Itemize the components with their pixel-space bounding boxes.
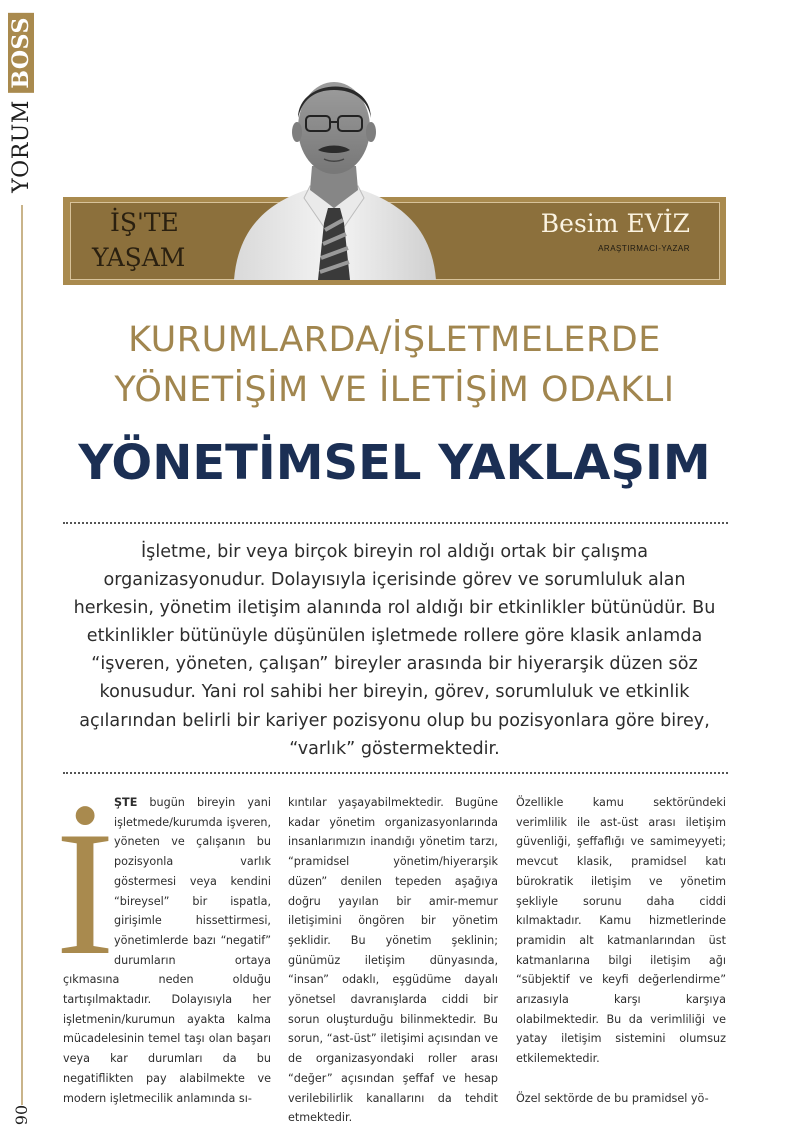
brand-label: BOSS bbox=[8, 13, 34, 92]
body-column-1 bbox=[55, 793, 271, 1108]
main-title: YÖNETİMSEL YAKLAŞIM bbox=[78, 435, 711, 491]
column-name-line2: YAŞAM bbox=[92, 243, 186, 272]
page-number bbox=[9, 1095, 33, 1135]
left-strip bbox=[0, 0, 42, 1140]
body-column-3 bbox=[516, 793, 726, 1109]
author-portrait bbox=[228, 58, 440, 280]
column-name-line1: İŞ'TE bbox=[110, 208, 179, 237]
author-role: ARAŞTIRMACI-YAZAR bbox=[598, 244, 690, 253]
lead-paragraph: İşletme, bir veya birçok bireyin rol aldığı ortak bir çalışma organizasyonudur. Dolayısıyla içerisinde görev ve sorumluluk alan herkesin, yönetim iletişim alanında rol aldığı bir etkinlikler bütünüdür. Bu etkinlikler bütünüyle düşünülen işletmede rollere göre klasik anlamda “işveren, yöneten, çalışan” bireyler arasında bir hiyerarşik düzen söz konusudur. Yani rol sahibi her bireyin, görev, sorumluluk ve etkinlik açılarından belirli bir kariyer pozisyonu olup bu pozisyonlara göre birey, “varlık” göstermektedir. bbox=[73, 542, 716, 759]
section-tab-label: YORUM bbox=[9, 100, 34, 193]
drop-cap bbox=[55, 793, 115, 992]
author-name: Besim EVİZ bbox=[540, 209, 690, 238]
dotted-divider-top bbox=[63, 522, 728, 524]
drop-cap-letter: İ bbox=[55, 794, 115, 992]
body-column-1-text: bugün bireyin yani işletmede/kurumda işveren, yöneten ve çalışanın bu pozisyonla varlık göstermesi veya kendini “bireysel” bir ispatla, girişimle hissettirmesi, yönetimlerde bazı “negatif” durumların ortaya çıkmasına neden olduğu tartışılmaktadır. Dolayısıyla her işletmenin/kurumun ayakta kalma mücadelesinin temel taşı olan başarı veya kar durumları da bu negatiflikten pay alabilmekte ve modern işletmecilik anlamında sı- bbox=[63, 796, 271, 1105]
paragraph-gap bbox=[516, 1069, 726, 1089]
body-column-2-text: kıntılar yaşayabilmektedir. Bugüne kadar yönetim organizasyonlarında insanlarımızın inandığı yönetim tarzı, “pramidsel yönetim/hiyerarşik düzen” denilen tepeden aşağıya doğru yayılan bir amir-memur iletişimini öngören bir yönetim şeklidir. Bu yönetim şeklinin; günümüz iletişim dünyasında, “insan” odaklı, eşgüdüme dayalı yönetsel davranışlarda ciddi bir sorun oluşturduğu bilinmektedir. Bu sorun, “ast-üst” iletişimi açısından ve de organizasyondaki roller arası “değer” açısından şeffaf ve hesap verilebilirlik kanallarını da tehdit etmektedir. bbox=[288, 796, 498, 1125]
body-column-3-paragraph-2: Özel sektörde de bu pramidsel yö- bbox=[516, 1091, 709, 1105]
body-column-2 bbox=[288, 793, 498, 1128]
body-lead-word: ŞTE bbox=[114, 796, 138, 809]
page-number-text: 06 bbox=[11, 1104, 31, 1126]
body-column-3-paragraph-1: Özellikle kamu sektöründeki verimlilik ile ast-üst arası iletişim güvenliği, şeffaflığı ve samimeyyeti; mevcut klasik, pramidsel katı bürokratik iletişim ve yönetim şekliyle sorunu daha ciddi kılmaktadır. Kamu hizmetlerinde pramidin alt katmanlarından üst katmanlarına bilgi iletişim ağı “sübjektif ve keyfi değerlendirme” arızasıyla karşı karşıya olabilmektedir. Bu da verimliliği ve yatay iletişim sistemini olumsuz etkilemektedir. bbox=[516, 796, 726, 1066]
title-line-1: KURUMLARDA/İŞLETMELERDE bbox=[128, 320, 661, 360]
title-line-2: YÖNETİŞİM VE İLETİŞİM ODAKLI bbox=[114, 370, 675, 410]
section-tab bbox=[4, 8, 38, 198]
strip-divider bbox=[21, 205, 23, 1105]
dotted-divider-bottom bbox=[63, 772, 728, 774]
